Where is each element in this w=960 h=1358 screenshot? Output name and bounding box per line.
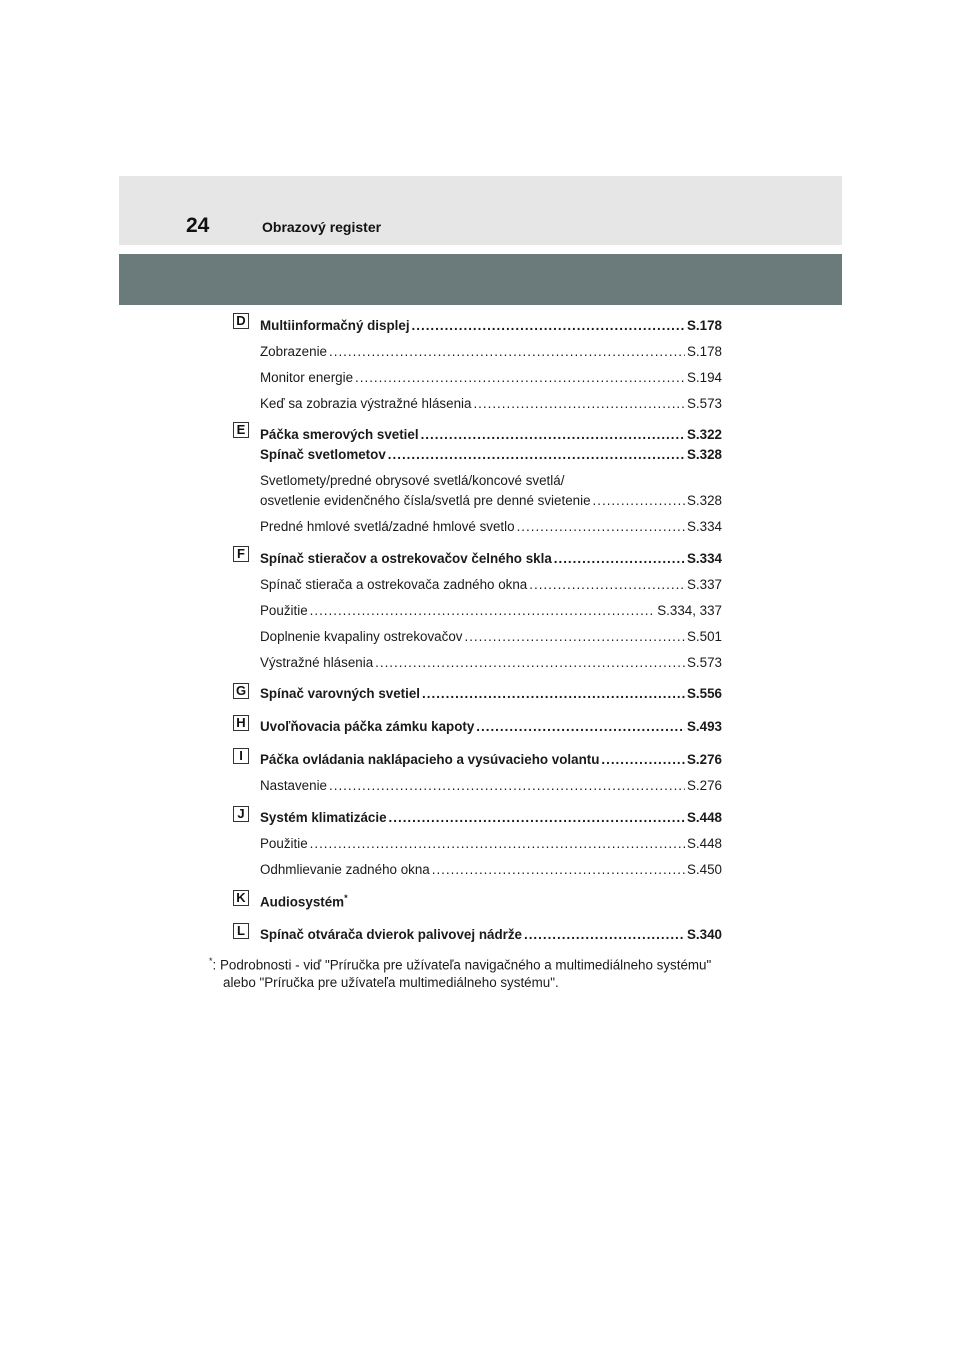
index-entry[interactable]	[260, 655, 722, 670]
index-entry[interactable]	[260, 686, 722, 701]
marker-g: G	[233, 683, 249, 699]
footnote-line-2: alebo "Príručka pre užívateľa multimediálneho systému".	[223, 975, 559, 991]
entry-label: Páčka smerových svetiel	[260, 427, 419, 442]
entry-page: S.450	[687, 862, 722, 877]
marker-h: H	[233, 715, 249, 731]
leader-dots	[310, 603, 656, 618]
leader-dots	[554, 551, 685, 566]
entry-page: S.276	[687, 752, 722, 767]
leader-dots	[529, 577, 685, 592]
leader-dots	[375, 655, 685, 670]
footnote-line-1: : Podrobnosti - viď "Príručka pre užívateľa navigačného a multimediálneho systému"	[212, 957, 712, 973]
marker-k: K	[233, 890, 249, 906]
footnote	[209, 952, 769, 992]
footnote-asterisk: *	[209, 956, 213, 966]
entry-page: S.276	[687, 778, 722, 793]
entry-label: Audiosystém	[260, 894, 345, 910]
entry-page: S.334, 337	[657, 603, 722, 618]
index-entry[interactable]	[260, 927, 722, 942]
entry-page: S.448	[687, 836, 722, 851]
entry-page: S.573	[687, 396, 722, 411]
header-bar	[119, 176, 842, 245]
marker-d: D	[233, 313, 249, 329]
entry-label: Spínač stierača a ostrekovača zadného okna	[260, 577, 528, 592]
index-entry[interactable]	[260, 447, 722, 462]
leader-dots	[476, 719, 685, 734]
entry-label: Odhmlievanie zadného okna	[260, 862, 430, 877]
index-entry[interactable]	[260, 427, 722, 442]
leader-dots	[412, 318, 685, 333]
index-entry[interactable]	[260, 836, 722, 851]
entry-label: Spínač stieračov a ostrekovačov čelného skla	[260, 551, 552, 566]
leader-dots	[422, 686, 685, 701]
entry-label: Zobrazenie	[260, 344, 327, 359]
entry-page: S.340	[687, 927, 722, 942]
leader-dots	[593, 493, 685, 508]
entry-page: S.334	[687, 519, 722, 534]
entry-page: S.573	[687, 655, 722, 670]
entry-label: osvetlenie evidenčného čísla/svetlá pre denné svietenie	[260, 493, 591, 508]
entry-label-line: Svetlomety/predné obrysové svetlá/koncové svetlá/	[260, 473, 565, 488]
index-entry[interactable]	[260, 519, 722, 534]
leader-dots	[329, 778, 685, 793]
index-entry[interactable]	[260, 629, 722, 644]
leader-dots	[517, 519, 685, 534]
section-band	[119, 254, 842, 305]
section-title: Obrazový register	[262, 219, 382, 235]
index-entry[interactable]	[260, 603, 722, 618]
entry-page: S.493	[687, 719, 722, 734]
index-entry[interactable]	[260, 577, 722, 592]
entry-page: S.337	[687, 577, 722, 592]
index-entry[interactable]	[260, 862, 722, 877]
leader-dots	[421, 427, 685, 442]
entry-page: S.194	[687, 370, 722, 385]
index-entry[interactable]	[260, 370, 722, 385]
leader-dots	[432, 862, 685, 877]
entry-label: Multiinformačný displej	[260, 318, 410, 333]
marker-j: J	[233, 806, 249, 822]
footnote-mark: *	[344, 893, 348, 903]
entry-label: Spínač svetlometov	[260, 447, 386, 462]
entry-label: Použitie	[260, 603, 308, 618]
entry-page: S.328	[687, 493, 722, 508]
entry-label: Spínač varovných svetiel	[260, 686, 421, 701]
entry-page: S.334	[687, 551, 722, 566]
entry-label: Monitor energie	[260, 370, 354, 385]
leader-dots	[473, 396, 685, 411]
index-entry[interactable]	[260, 396, 722, 411]
marker-e: E	[233, 422, 249, 438]
entry-label: Predné hmlové svetlá/zadné hmlové svetlo	[260, 519, 515, 534]
entry-page: S.178	[687, 318, 722, 333]
leader-dots	[329, 344, 685, 359]
entry-page: S.328	[687, 447, 722, 462]
index-entry[interactable]	[260, 551, 722, 566]
index-entry[interactable]	[260, 344, 722, 359]
index-entry[interactable]	[260, 778, 722, 793]
leader-dots	[601, 752, 685, 767]
entry-label: Páčka ovládania naklápacieho a vysúvacieho volantu	[260, 752, 600, 767]
leader-dots	[388, 447, 685, 462]
entry-label: Uvoľňovacia páčka zámku kapoty	[260, 719, 475, 734]
leader-dots	[310, 836, 685, 851]
marker-l: L	[233, 923, 249, 939]
entry-label: Použitie	[260, 836, 308, 851]
index-entry[interactable]	[260, 752, 722, 767]
leader-dots	[355, 370, 685, 385]
index-entry[interactable]	[260, 719, 722, 734]
entry-label: Doplnenie kvapaliny ostrekovačov	[260, 629, 463, 644]
index-entry-audiosystem[interactable]	[260, 893, 348, 909]
entry-label: Systém klimatizácie	[260, 810, 387, 825]
index-entry[interactable]	[260, 810, 722, 825]
entry-label: Nastavenie	[260, 778, 327, 793]
marker-i: I	[233, 748, 249, 764]
entry-page: S.556	[687, 686, 722, 701]
index-entry[interactable]	[260, 318, 722, 333]
entry-page: S.448	[687, 810, 722, 825]
entry-page: S.501	[687, 629, 722, 644]
page-number: 24	[186, 214, 210, 237]
leader-dots	[389, 810, 685, 825]
index-entry[interactable]	[260, 493, 722, 508]
entry-page: S.322	[687, 427, 722, 442]
marker-f: F	[233, 546, 249, 562]
entry-label: Spínač otvárača dvierok palivovej nádrže	[260, 927, 522, 942]
entry-page: S.178	[687, 344, 722, 359]
leader-dots	[464, 629, 685, 644]
entry-label: Výstražné hlásenia	[260, 655, 374, 670]
leader-dots	[524, 927, 685, 942]
entry-label: Keď sa zobrazia výstražné hlásenia	[260, 396, 472, 411]
